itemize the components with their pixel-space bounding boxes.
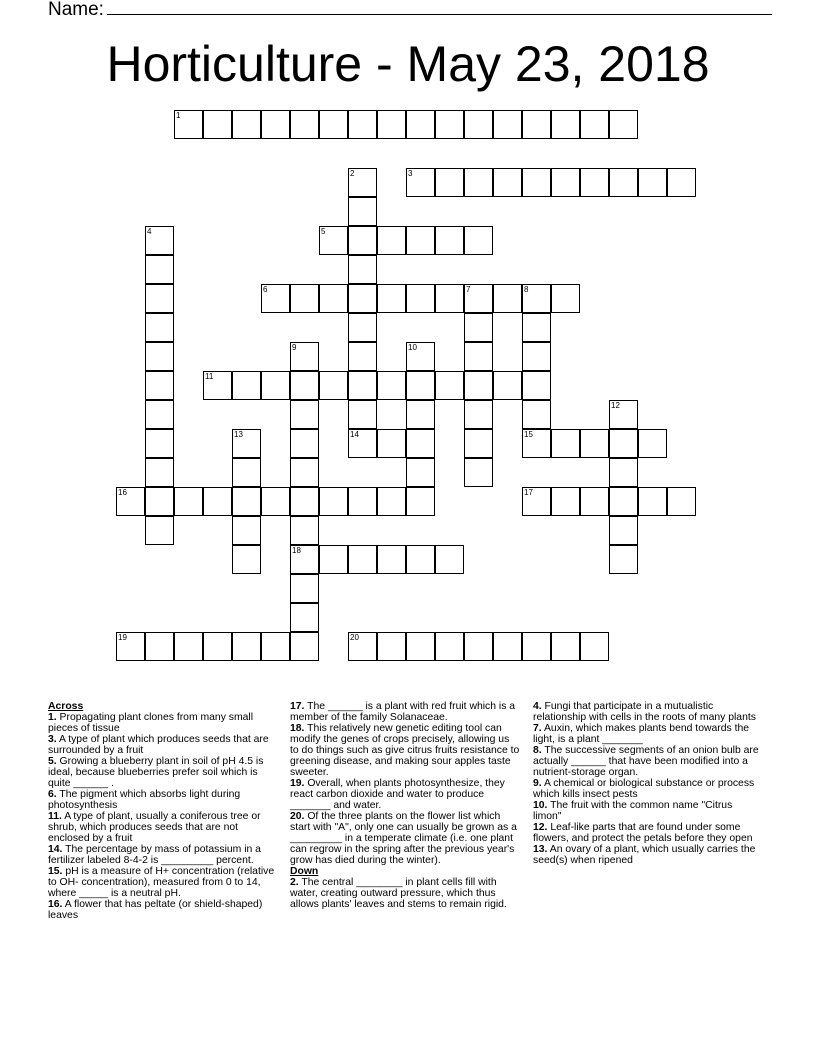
grid-cell[interactable] [406,487,435,516]
grid-cell[interactable] [406,458,435,487]
down-clue: 12. Leaf-like parts that are found under some flowers, and protect the petals before they open [533,822,753,844]
grid-cell[interactable] [348,110,377,139]
grid-cell[interactable] [406,110,435,139]
grid-cell[interactable] [319,487,348,516]
grid-cell[interactable] [609,487,638,516]
grid-cell[interactable] [638,168,667,197]
across-clue: 3. A type of plant which produces seeds that are surrounded by a fruit [48,734,269,756]
grid-cell[interactable] [232,632,261,661]
across-clue: 20. Of the three plants on the flower list which start with "A", only one can usually be grown as a _________ in a temperate climate (i.e. one plant can regrow in the spring after the previous year's grow has died during the winter). [290,811,517,866]
grid-cell[interactable] [551,632,580,661]
grid-cell[interactable] [377,632,406,661]
grid-cell[interactable] [377,284,406,313]
grid-cell[interactable] [348,255,377,284]
grid-cell[interactable] [667,487,696,516]
grid-cell[interactable] [638,429,667,458]
grid-cell[interactable] [319,545,348,574]
grid-cell[interactable] [290,632,319,661]
grid-cell[interactable] [609,458,638,487]
grid-cell[interactable] [377,487,406,516]
grid-cell[interactable] [522,400,551,429]
grid-cell[interactable] [116,632,145,661]
grid-cell[interactable] [609,516,638,545]
grid-cell[interactable] [377,226,406,255]
grid-cell[interactable] [203,371,232,400]
clue-number: 7 [466,285,471,294]
grid-cell[interactable] [290,574,319,603]
grid-cell[interactable] [406,284,435,313]
grid-cell[interactable] [261,487,290,516]
grid-cell[interactable] [290,284,319,313]
grid-cell[interactable] [348,168,377,197]
grid-cell[interactable] [348,371,377,400]
grid-cell[interactable] [116,487,145,516]
grid-cell[interactable] [174,632,203,661]
across-clue: 15. pH is a measure of H+ concentration (relative to OH- concentration), measured from 0 to 14, where _____ is a neutral pH. [48,866,275,899]
grid-cell[interactable] [522,487,551,516]
grid-cell[interactable] [551,487,580,516]
grid-cell[interactable] [174,487,203,516]
grid-cell[interactable] [406,371,435,400]
grid-cell[interactable] [290,110,319,139]
grid-cell[interactable] [348,284,377,313]
grid-cell[interactable] [290,487,319,516]
clue-column-1 [48,701,276,921]
clue-number: 18 [292,546,301,555]
grid-cell[interactable] [522,371,551,400]
clue-number: 17 [524,488,533,497]
clue-number: 16 [118,488,127,497]
across-clue: 17. The ______ is a plant with red fruit which is a member of the family Solanaceae. [290,701,516,723]
grid-cell[interactable] [145,255,174,284]
grid-cell[interactable] [232,371,261,400]
grid-cell[interactable] [609,545,638,574]
grid-cell[interactable] [348,226,377,255]
clue-number: 13 [234,430,243,439]
grid-cell[interactable] [406,226,435,255]
grid-cell[interactable] [290,516,319,545]
grid-cell[interactable] [464,429,493,458]
down-clue: 2. The central ________ in plant cells fill with water, creating outward pressure, which thus allows plants' leaves and stems to remain rigid. [290,877,507,910]
grid-cell[interactable] [203,110,232,139]
grid-cell[interactable] [232,429,261,458]
grid-cell[interactable] [609,110,638,139]
grid-cell[interactable] [145,487,174,516]
down-heading: Down [290,866,319,877]
grid-cell[interactable] [145,226,174,255]
across-clue: 6. The pigment which absorbs light during photosynthesis [48,789,241,811]
grid-cell[interactable] [319,284,348,313]
grid-cell[interactable] [348,313,377,342]
grid-cell[interactable] [667,168,696,197]
across-clue: 19. Overall, when plants photosynthesize, they react carbon dioxide and water to produce _______ and water. [290,778,505,811]
grid-cell[interactable] [174,110,203,139]
grid-cell[interactable] [406,400,435,429]
page-title: Horticulture - May 23, 2018 [106,36,710,92]
grid-cell[interactable] [435,284,464,313]
down-clue: 7. Auxin, which makes plants bend towards the light, is a plant _______ [533,723,750,745]
clue-number: 6 [263,285,268,294]
clue-number: 15 [524,430,533,439]
grid-cell[interactable] [464,632,493,661]
clue-number: 14 [350,430,359,439]
grid-cell[interactable] [261,632,290,661]
grid-cell[interactable] [464,226,493,255]
across-clue: 1. Propagating plant clones from many small pieces of tissue [48,712,254,734]
grid-cell[interactable] [348,400,377,429]
grid-cell[interactable] [435,545,464,574]
grid-cell[interactable] [464,313,493,342]
grid-cell[interactable] [522,284,551,313]
grid-cell[interactable] [145,400,174,429]
clue-column-3 [533,701,759,866]
across-clue: 11. A type of plant, usually a coniferous tree or shrub, which produces seeds that are not enclosed by a fruit [48,811,261,844]
grid-cell[interactable] [290,545,319,574]
across-clue: 16. A flower that has peltate (or shield-shaped) leaves [48,899,263,921]
grid-cell[interactable] [464,284,493,313]
grid-cell[interactable] [319,110,348,139]
grid-cell[interactable] [522,632,551,661]
grid-cell[interactable] [232,110,261,139]
clue-number: 20 [350,633,359,642]
grid-cell[interactable] [319,371,348,400]
grid-cell[interactable] [522,168,551,197]
grid-cell[interactable] [493,371,522,400]
clue-number: 5 [321,227,326,236]
down-clue: 9. A chemical or biological substance or process which kills insect pests [533,778,755,800]
grid-cell[interactable] [551,110,580,139]
grid-cell[interactable] [522,429,551,458]
name-label: Name: [48,0,104,20]
grid-cell[interactable] [493,110,522,139]
grid-cell[interactable] [580,632,609,661]
grid-cell[interactable] [435,226,464,255]
across-clue: 18. This relatively new genetic editing tool can modify the genes of crops precisely, allowing us to do things such as give citrus fruits resistance to greening disease, and making sour apples taste sweeter. [290,723,520,778]
grid-cell[interactable] [551,168,580,197]
grid-cell[interactable] [348,545,377,574]
grid-cell[interactable] [290,603,319,632]
grid-cell[interactable] [464,110,493,139]
grid-cell[interactable] [522,342,551,371]
grid-cell[interactable] [290,371,319,400]
grid-cell[interactable] [145,313,174,342]
grid-cell[interactable] [348,429,377,458]
grid-cell[interactable] [290,342,319,371]
down-clue: 13. An ovary of a plant, which usually carries the seed(s) when ripened [533,844,756,866]
grid-cell[interactable] [464,458,493,487]
grid-cell[interactable] [580,110,609,139]
grid-cell[interactable] [145,342,174,371]
grid-cell[interactable] [406,545,435,574]
grid-cell[interactable] [319,226,348,255]
grid-cell[interactable] [203,632,232,661]
grid-cell[interactable] [609,168,638,197]
grid-cell[interactable] [348,632,377,661]
grid-cell[interactable] [203,487,232,516]
grid-cell[interactable] [348,197,377,226]
grid-cell[interactable] [406,632,435,661]
grid-cell[interactable] [522,313,551,342]
grid-cell[interactable] [348,342,377,371]
grid-cell[interactable] [406,168,435,197]
clue-number: 2 [350,169,355,178]
grid-cell[interactable] [348,487,377,516]
down-clue: 8. The successive segments of an onion bulb are actually ______ that have been modified into a nutrient-storage organ. [533,745,759,778]
grid-cell[interactable] [261,110,290,139]
across-heading: Across [48,701,84,712]
grid-cell[interactable] [435,110,464,139]
grid-cell[interactable] [435,168,464,197]
grid-cell[interactable] [145,516,174,545]
grid-cell[interactable] [609,400,638,429]
grid-cell[interactable] [145,371,174,400]
grid-cell[interactable] [435,371,464,400]
grid-cell[interactable] [145,429,174,458]
grid-cell[interactable] [406,429,435,458]
clue-number: 8 [524,285,529,294]
grid-cell[interactable] [522,110,551,139]
grid-cell[interactable] [464,371,493,400]
grid-cell[interactable] [261,284,290,313]
grid-cell[interactable] [435,632,464,661]
across-clue: 5. Growing a blueberry plant in soil of pH 4.5 is ideal, because blueberries prefer soil which is quite ______ . [48,756,264,789]
grid-cell[interactable] [377,545,406,574]
grid-cell[interactable] [290,400,319,429]
grid-cell[interactable] [464,342,493,371]
grid-cell[interactable] [638,487,667,516]
down-clue: 4. Fungi that participate in a mutualistic relationship with cells in the roots of many plants [533,701,756,723]
grid-cell[interactable] [377,110,406,139]
grid-cell[interactable] [232,545,261,574]
grid-cell[interactable] [261,371,290,400]
down-clue: 10. The fruit with the common name "Citrus limon" [533,800,733,822]
clue-number: 19 [118,633,127,642]
name-field[interactable] [48,0,772,21]
grid-cell[interactable] [145,458,174,487]
grid-cell[interactable] [232,516,261,545]
grid-cell[interactable] [377,371,406,400]
grid-cell[interactable] [290,429,319,458]
grid-cell[interactable] [406,342,435,371]
grid-cell[interactable] [377,429,406,458]
grid-cell[interactable] [145,284,174,313]
grid-cell[interactable] [232,487,261,516]
grid-cell[interactable] [232,458,261,487]
grid-cell[interactable] [551,284,580,313]
grid-cell[interactable] [580,487,609,516]
grid-cell[interactable] [609,429,638,458]
across-clue: 14. The percentage by mass of potassium in a fertilizer labeled 8-4-2 is _________ percent. [48,844,261,866]
grid-cell[interactable] [580,429,609,458]
clue-number: 11 [205,372,214,381]
clue-number: 4 [147,227,152,236]
grid-cell[interactable] [290,458,319,487]
grid-cell[interactable] [464,400,493,429]
clue-number: 12 [611,401,620,410]
name-underline[interactable] [107,0,772,15]
grid-cell[interactable] [493,168,522,197]
grid-cell[interactable] [493,284,522,313]
grid-cell[interactable] [464,168,493,197]
grid-cell[interactable] [145,632,174,661]
grid-cell[interactable] [551,429,580,458]
clue-number: 9 [292,343,297,352]
clue-number: 1 [176,111,181,120]
grid-cell[interactable] [580,168,609,197]
clue-number: 3 [408,169,413,178]
clue-column-2 [290,701,520,910]
grid-cell[interactable] [493,632,522,661]
clue-number: 10 [408,343,417,352]
